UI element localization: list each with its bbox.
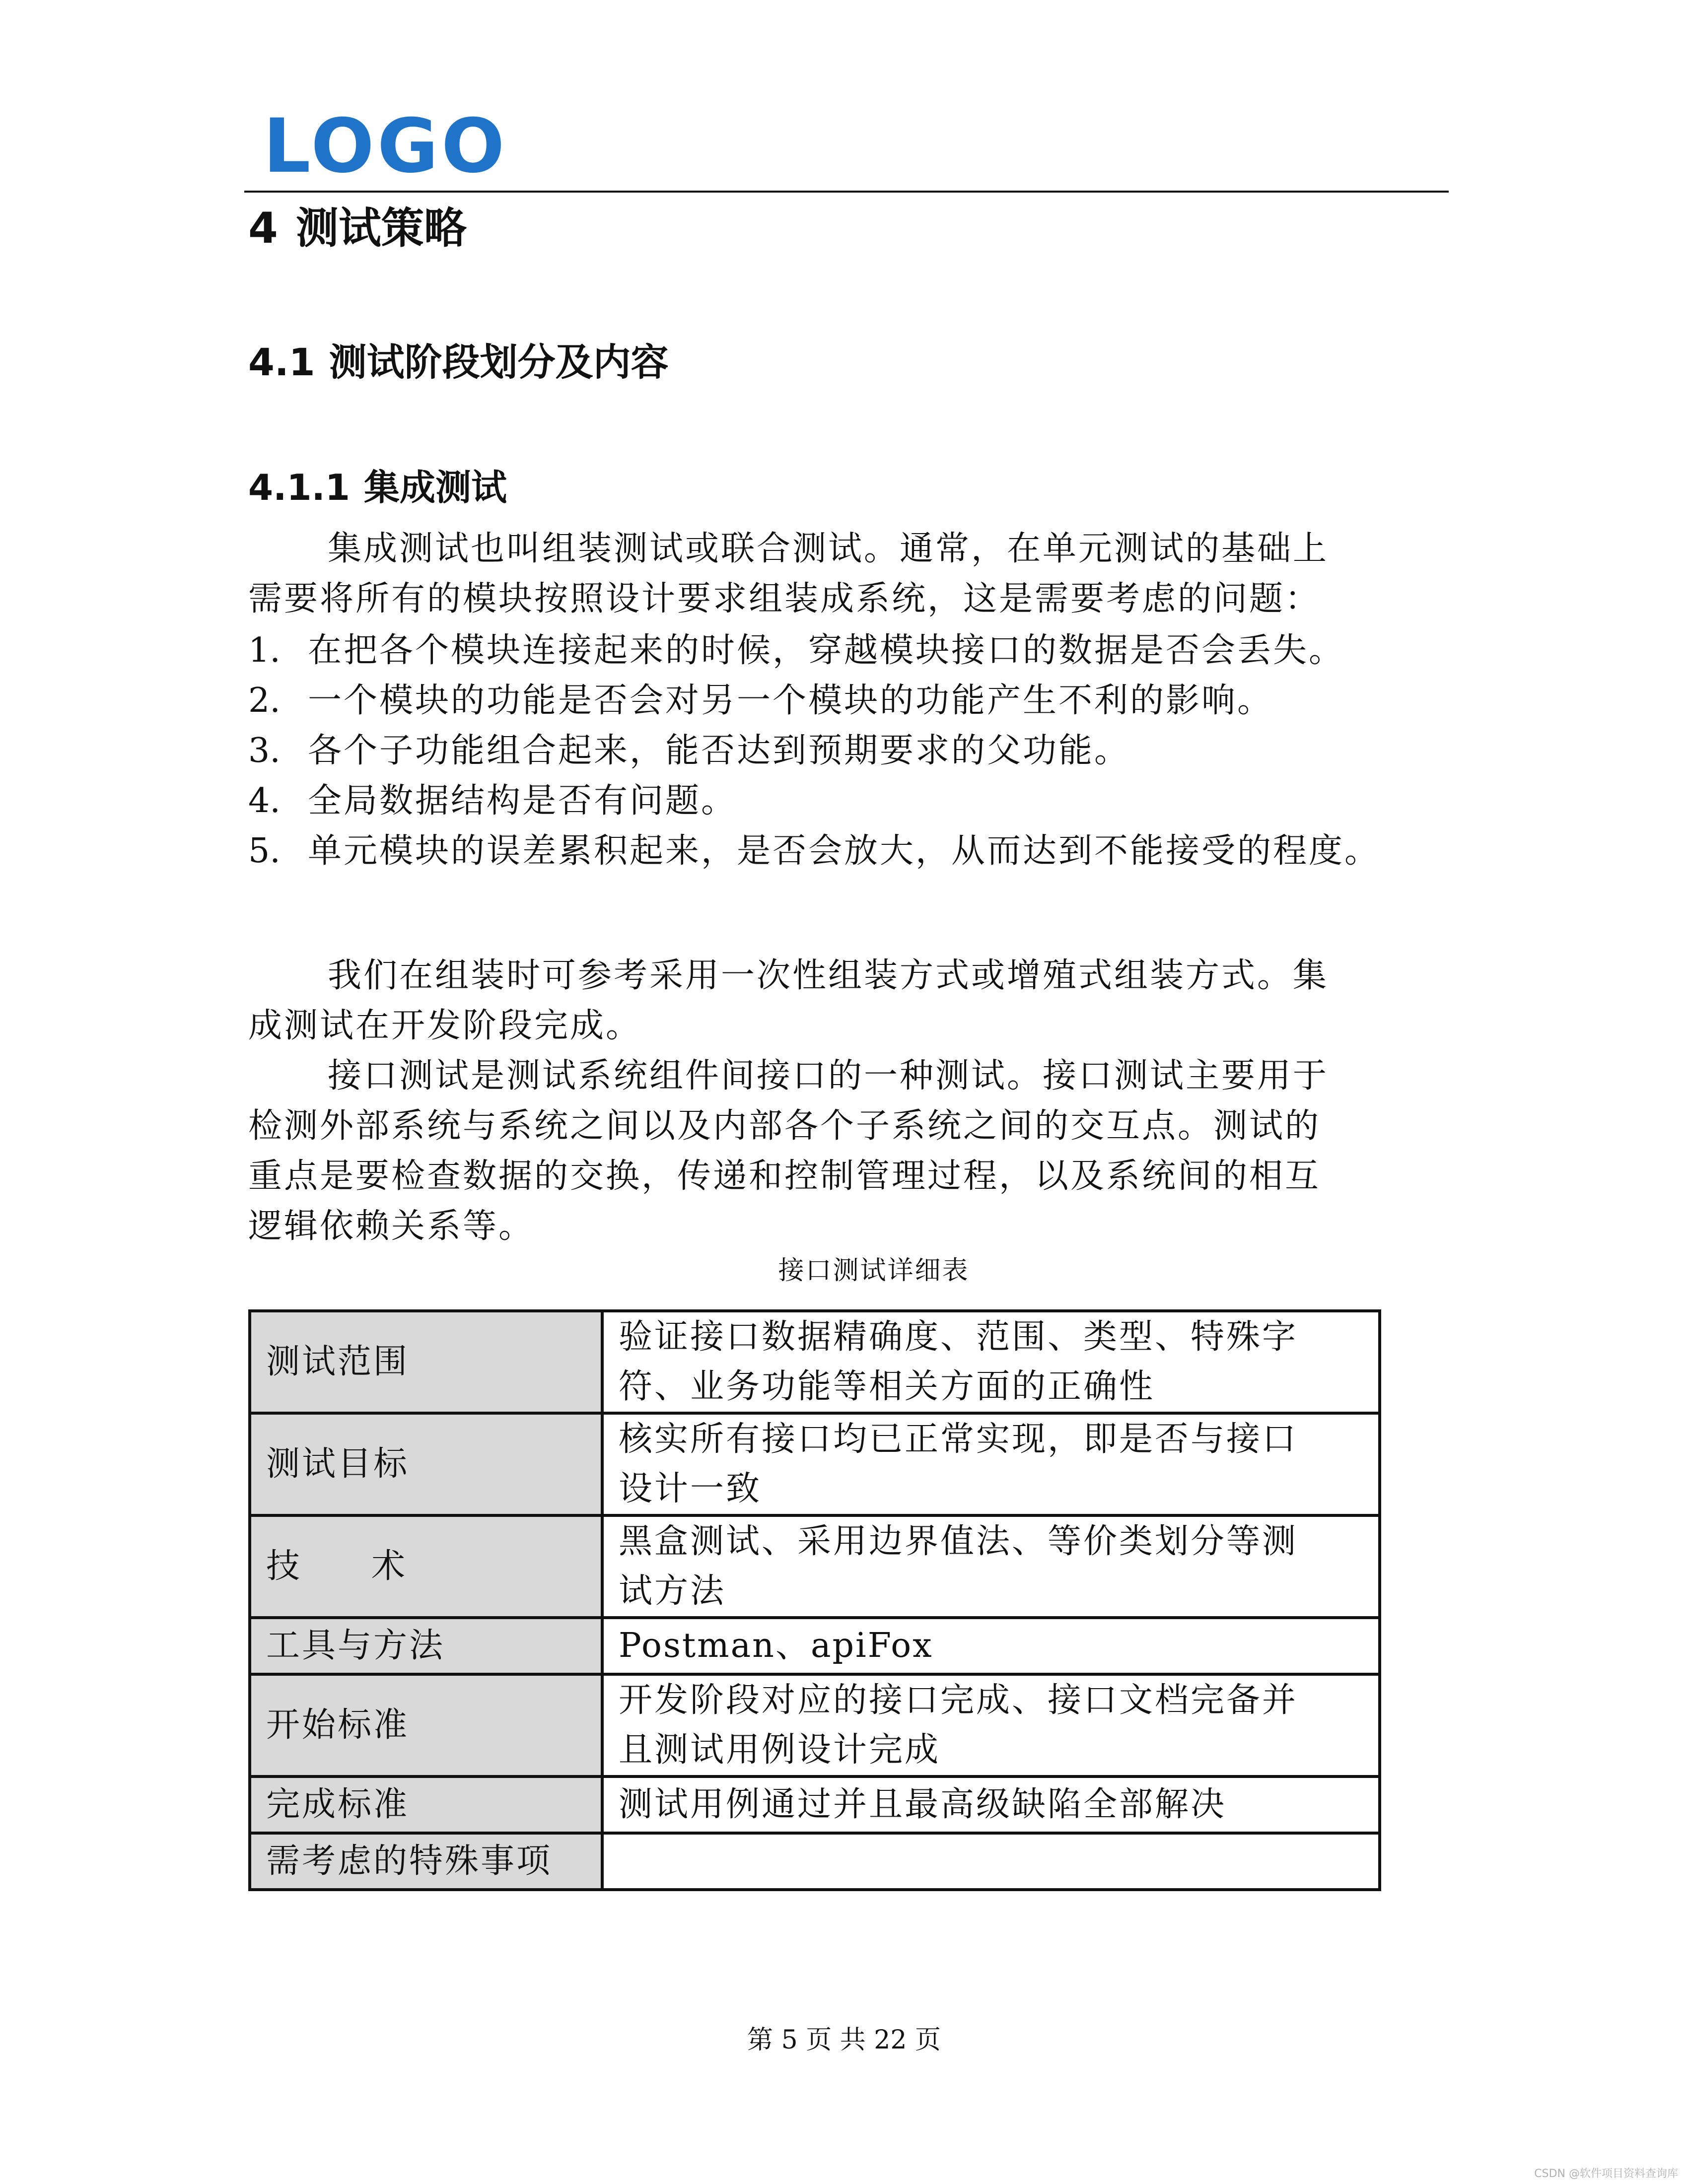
subsubsection-title: 集成测试	[364, 467, 507, 508]
table-row	[250, 1413, 1380, 1515]
row-value-technique	[602, 1515, 1380, 1618]
list-item	[248, 826, 1470, 876]
value-line: 核实所有接口均已正常实现，即是否与接口	[619, 1420, 1298, 1459]
table-row	[250, 1515, 1380, 1618]
row-label-technique	[250, 1515, 602, 1618]
row-value-goal	[602, 1413, 1380, 1515]
table-row	[250, 1674, 1380, 1776]
subsection-heading	[248, 338, 669, 387]
section-title: 测试策略	[295, 204, 467, 253]
value-line: 且测试用例设计完成	[619, 1730, 941, 1770]
interface-line-4: 逻辑依赖关系等。	[248, 1207, 535, 1246]
row-value-special-items	[602, 1833, 1380, 1890]
subsection-title: 测试阶段划分及内容	[329, 340, 669, 384]
list-marker: 1.	[248, 631, 281, 670]
label-part: 技	[266, 1547, 302, 1586]
list-item-text: 一个模块的功能是否会对另一个模块的功能产生不利的影响。	[308, 681, 1273, 720]
list-marker: 2.	[248, 681, 281, 720]
interface-test-table	[248, 1309, 1381, 1891]
page-number: 第 5 页 共 22 页	[747, 2025, 941, 2055]
intro-paragraph	[248, 524, 1430, 624]
value-line: 开发阶段对应的接口完成、接口文档完备并	[619, 1681, 1298, 1720]
value-line: 设计一致	[619, 1469, 762, 1508]
row-label-goal: 测试目标	[250, 1413, 602, 1515]
row-label-tools: 工具与方法	[250, 1618, 602, 1674]
row-label-start-criteria: 开始标准	[250, 1674, 602, 1776]
header-divider	[244, 191, 1449, 193]
list-item	[248, 726, 1470, 776]
table-caption: 接口测试详细表	[778, 1256, 970, 1286]
subsubsection-heading	[248, 464, 507, 511]
list-marker: 3.	[248, 731, 281, 770]
assembly-line-2: 成测试在开发阶段完成。	[248, 1006, 642, 1045]
company-logo: LOGO	[263, 103, 508, 190]
interface-line-2: 检测外部系统与系统之间以及内部各个子系统之间的交互点。测试的	[248, 1106, 1321, 1146]
section-heading	[248, 201, 467, 256]
watermark: CSDN @软件项目资料查询库	[1534, 2168, 1678, 2180]
subsection-number: 4.1	[248, 340, 315, 384]
label-part: 术	[371, 1547, 408, 1586]
row-label-special-items: 需考虑的特殊事项	[250, 1833, 602, 1890]
row-value-tools: Postman、apiFox	[602, 1618, 1380, 1674]
list-item-text: 全局数据结构是否有问题。	[308, 781, 737, 820]
table-row	[250, 1776, 1380, 1833]
value-line: 试方法	[619, 1571, 726, 1611]
considerations-list	[248, 625, 1470, 876]
row-value-finish-criteria: 测试用例通过并且最高级缺陷全部解决	[602, 1776, 1380, 1833]
list-item	[248, 676, 1470, 726]
interface-line-1: 接口测试是测试系统组件间接口的一种测试。接口测试主要用于	[328, 1056, 1329, 1095]
assembly-line-1: 我们在组装时可参考采用一次性组装方式或增殖式组装方式。集	[328, 956, 1329, 995]
assembly-paragraph	[248, 951, 1430, 1051]
list-item-text: 单元模块的误差累积起来，是否会放大，从而达到不能接受的程度。	[308, 831, 1381, 871]
table-row	[250, 1311, 1380, 1413]
table-row	[250, 1618, 1380, 1674]
value-line: 黑盒测试、采用边界值法、等价类划分等测	[619, 1522, 1298, 1561]
list-marker: 4.	[248, 781, 281, 820]
interface-line-3: 重点是要检查数据的交换，传递和控制管理过程，以及系统间的相互	[248, 1157, 1321, 1196]
table-row	[250, 1833, 1380, 1890]
subsubsection-number: 4.1.1	[248, 467, 350, 508]
row-value-scope	[602, 1311, 1380, 1413]
row-value-start-criteria	[602, 1674, 1380, 1776]
value-line: 验证接口数据精确度、范围、类型、特殊字	[619, 1317, 1298, 1357]
list-item-text: 各个子功能组合起来，能否达到预期要求的父功能。	[308, 731, 1130, 770]
list-item	[248, 625, 1470, 676]
list-marker: 5.	[248, 831, 281, 871]
list-item-text: 在把各个模块连接起来的时候，穿越模块接口的数据是否会丢失。	[308, 631, 1345, 670]
intro-line-2: 需要将所有的模块按照设计要求组装成系统，这是需要考虑的问题：	[248, 579, 1321, 618]
section-number: 4	[248, 204, 278, 253]
value-line: 符、业务功能等相关方面的正确性	[619, 1367, 1155, 1406]
list-item	[248, 776, 1470, 826]
interface-paragraph	[248, 1051, 1430, 1251]
intro-line-1: 集成测试也叫组装测试或联合测试。通常，在单元测试的基础上	[328, 529, 1329, 568]
row-label-scope: 测试范围	[250, 1311, 602, 1413]
row-label-finish-criteria: 完成标准	[250, 1776, 602, 1833]
